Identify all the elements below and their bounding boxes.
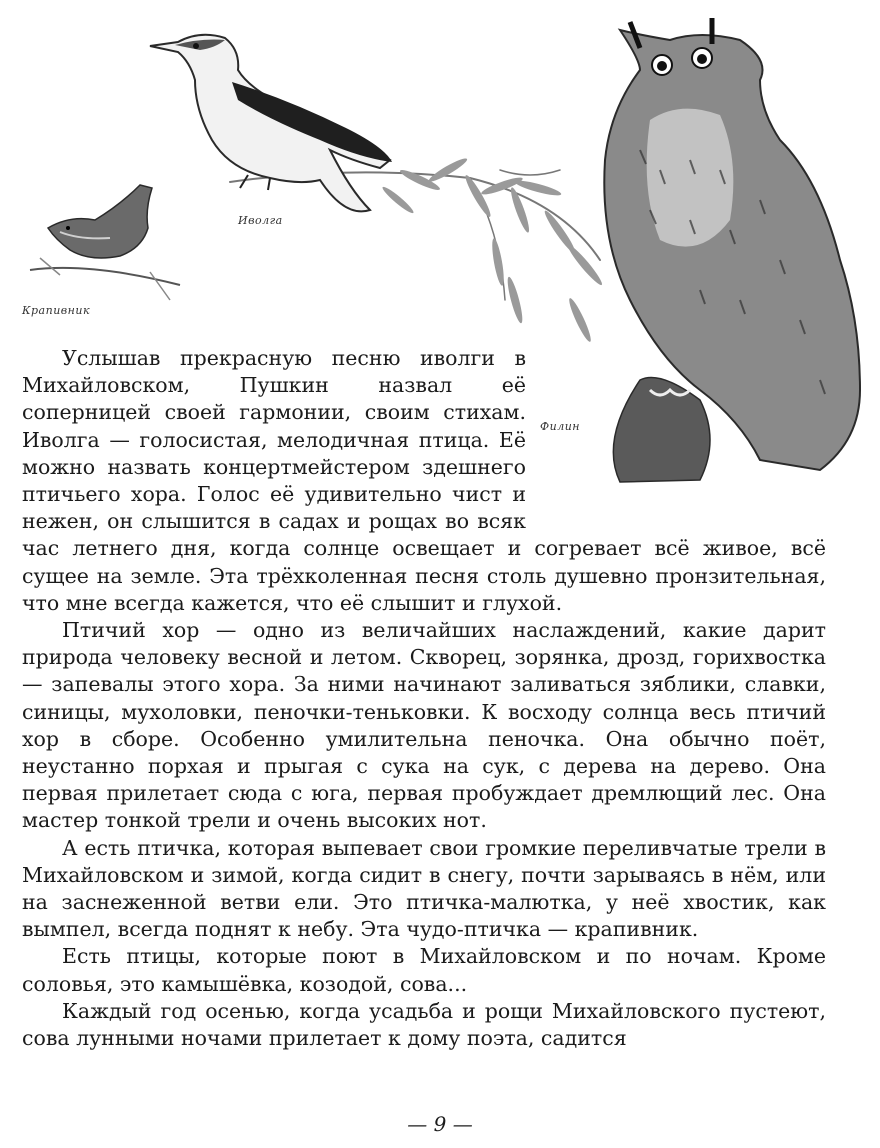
paragraph: Птичий хор — одно из величайших наслаждений, какие дарит природа человеку весной и летом. Скворец, зорянка, дрозд, горихвостка — запевалы этого хора. За ними начинают заливаться зяблики, славки, синицы, мухоловки, пеночки-теньковки. К восходу солнца весь птичий хор в сборе. Особенно умилительна пеночка. Она обычно поёт, неустанно порхая и прыгая с сука на сук, с дерева на дерево. Она первая прилетает сюда с юга, первая пробуждает дремлющий лес. Она мастер тонкой трели и очень высоких нот. (22, 618, 826, 833)
page-number: — 9 — (407, 1112, 473, 1136)
paragraph: Каждый год осенью, когда усадьба и рощи Михайловского пустеют, сова лунными ночами прилетает к дому поэта, садится (22, 998, 826, 1051)
paragraph: Услышав прекрасную песню иволги в Михайловском, Пушкин назвал её соперницей своей гармонии, своим стихам. Иволга — голосистая, мелодичная птица. Её можно назвать концертмейстером здешнего птичьего хора. Голос её удивительно чист и нежен, он слышится в садах и рощах во всяк час летнего дня, когда солнце освещает и согревает всё живое, всё сущее на земле. Эта трёхколенная песня столь душевно пронзительная, что мне всегда кажется, что её слышит и глухой. (22, 346, 826, 615)
oriole-illustration (150, 35, 392, 212)
willow-branch-illustration (230, 156, 605, 344)
wren-illustration (30, 185, 180, 300)
paragraph: Есть птицы, которые поют в Михайловском и по ночам. Кроме соловья, это камышёвка, козодой, сова... (22, 944, 826, 996)
paragraph: А есть птичка, которая выпевает свои громкие переливчатые трели в Михайловском и зимой, когда сидит в снегу, почти зарываясь в нём, или на заснеженной ветви ели. Это птичка-малютка, у неё хвостик, как вымпел, всегда поднят к небу. Эта чудо-птичка — крапивник. (22, 835, 826, 942)
owl-text-wrap-spacer (526, 345, 826, 533)
caption-oriole: Иволга (238, 214, 283, 227)
caption-wren: Крапивник (22, 304, 91, 317)
body-text (22, 345, 826, 1052)
caption-eagle-owl: Филин (540, 420, 581, 433)
